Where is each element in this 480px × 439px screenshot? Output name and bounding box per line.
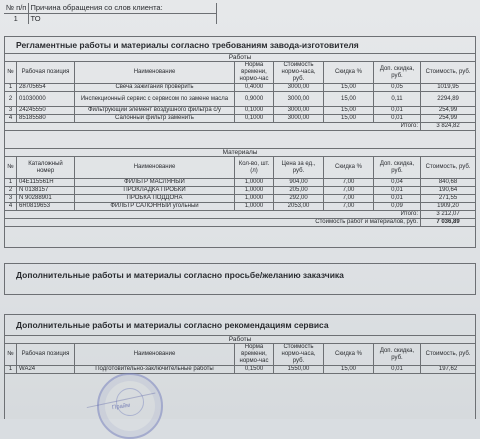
cell: 197,62 bbox=[421, 366, 476, 374]
section1-mat-band: Материалы bbox=[5, 149, 476, 157]
cell: 7,00 bbox=[324, 195, 374, 203]
table-row bbox=[5, 179, 476, 187]
s3-works-header: Стоимость, руб. bbox=[421, 344, 476, 366]
cell: Свеча зажигания проверить bbox=[75, 84, 235, 92]
works-total-label: Итого: bbox=[5, 123, 421, 131]
reason-col-title: Причина обращения со слов клиента: bbox=[28, 3, 216, 14]
works-header: Рабочая позиция bbox=[17, 62, 75, 84]
cell: 1,0000 bbox=[235, 187, 274, 195]
cell: 15,00 bbox=[324, 366, 374, 374]
cell: Фильтрующий элемент воздушного фильтра с/у bbox=[75, 107, 235, 115]
section1-materials-table bbox=[4, 148, 476, 227]
cell: 04E115561H bbox=[17, 179, 75, 187]
reason-row-text: ТО bbox=[28, 14, 216, 25]
cell: 0,1000 bbox=[235, 107, 274, 115]
cell: 4 bbox=[5, 115, 17, 123]
cell: 1 bbox=[5, 84, 17, 92]
mat-total-label: Итого: bbox=[5, 211, 421, 219]
mat-header: Цена за ед., руб. bbox=[274, 157, 324, 179]
cell: 15,00 bbox=[324, 84, 374, 92]
section2-title: Дополнительные работы и материалы согласно просьбе/желанию заказчика bbox=[16, 270, 344, 280]
cell: 840,68 bbox=[421, 179, 476, 187]
works-header: Скидка % bbox=[324, 62, 374, 84]
cell: 2053,00 bbox=[274, 203, 324, 211]
cell: 0,01 bbox=[374, 115, 421, 123]
cell: ПРОКЛАДКА ПРОБКИ bbox=[75, 187, 235, 195]
cell: 3 bbox=[5, 107, 17, 115]
s3-works-header: № bbox=[5, 344, 17, 366]
cell: 1019,95 bbox=[421, 84, 476, 92]
section1-title: Регламентные работы и материалы согласно требованиям завода-изготовителя bbox=[16, 40, 359, 50]
grand-total-label: Стоимость работ и материалов, руб. bbox=[5, 219, 421, 227]
cell: 15,00 bbox=[324, 92, 374, 107]
cell: WA24 bbox=[17, 366, 75, 374]
reason-col-num: № п/п bbox=[6, 3, 27, 12]
mat-header: Наименование bbox=[75, 157, 235, 179]
cell: 190,64 bbox=[421, 187, 476, 195]
section1-works-band: Работы bbox=[5, 54, 476, 62]
cell: Салонный фильтр заменить bbox=[75, 115, 235, 123]
cell: 0,04 bbox=[374, 179, 421, 187]
cell: 1 bbox=[5, 179, 17, 187]
table-row bbox=[5, 187, 476, 195]
cell: Инспекционный сервис с сервисом по замене масла bbox=[75, 92, 235, 107]
stamp-text: Прайм bbox=[111, 402, 131, 412]
cell: 0,01 bbox=[374, 107, 421, 115]
reason-table bbox=[4, 3, 474, 24]
table-row bbox=[5, 203, 476, 211]
cell: 7,00 bbox=[324, 203, 374, 211]
mat-header: Кол-во, шт. (л) bbox=[235, 157, 274, 179]
mat-header: № bbox=[5, 157, 17, 179]
cell: 0,01 bbox=[374, 187, 421, 195]
cell: 0,1500 bbox=[235, 366, 274, 374]
mat-header: Стоимость, руб. bbox=[421, 157, 476, 179]
cell: 254,99 bbox=[421, 115, 476, 123]
s3-works-header: Стоимость нормо-часа, руб. bbox=[274, 344, 324, 366]
cell: 7,00 bbox=[324, 187, 374, 195]
cell: 1,0000 bbox=[235, 179, 274, 187]
cell: 904,00 bbox=[274, 179, 324, 187]
section3-works-table bbox=[4, 335, 476, 374]
cell: 3 bbox=[5, 195, 17, 203]
cell: 3000,00 bbox=[274, 84, 324, 92]
cell: 85185580 bbox=[17, 115, 75, 123]
cell: 0,9000 bbox=[235, 92, 274, 107]
s3-works-header: Доп. скидка, руб. bbox=[374, 344, 421, 366]
cell: 28705654 bbox=[17, 84, 75, 92]
cell: 01030000 bbox=[17, 92, 75, 107]
s3-works-header: Скидка % bbox=[324, 344, 374, 366]
reason-row-num: 1 bbox=[4, 14, 28, 25]
cell: N 90288901 bbox=[17, 195, 75, 203]
cell: ПРОБКА ПОДДОНА bbox=[75, 195, 235, 203]
cell: 1550,00 bbox=[274, 366, 324, 374]
cell: 0,01 bbox=[374, 195, 421, 203]
cell: 4 bbox=[5, 203, 17, 211]
mat-header: Доп. скидка, руб. bbox=[374, 157, 421, 179]
cell: N 0138157 bbox=[17, 187, 75, 195]
s3-works-header: Рабочая позиция bbox=[17, 344, 75, 366]
cell: 1909,20 bbox=[421, 203, 476, 211]
works-header: Стоимость нормо-часа, руб. bbox=[274, 62, 324, 84]
cell: ФИЛЬТР САЛОННЫЙ угольный bbox=[75, 203, 235, 211]
mat-header: Скидка % bbox=[324, 157, 374, 179]
works-header: Доп. скидка, руб. bbox=[374, 62, 421, 84]
cell: 7,00 bbox=[324, 179, 374, 187]
cell: 254,99 bbox=[421, 107, 476, 115]
section1-works-table bbox=[4, 53, 476, 131]
cell: 0,4000 bbox=[235, 84, 274, 92]
cell: 2 bbox=[5, 92, 17, 107]
cell: ФИЛЬТР МАСЛЯНЫЙ bbox=[75, 179, 235, 187]
cell: 0,09 bbox=[374, 203, 421, 211]
works-header: № bbox=[5, 62, 17, 84]
reason-blank-2 bbox=[216, 14, 474, 25]
works-header: Наименование bbox=[75, 62, 235, 84]
cell: 205,00 bbox=[274, 187, 324, 195]
cell: 24245550 bbox=[17, 107, 75, 115]
cell: 15,00 bbox=[324, 115, 374, 123]
cell: 15,00 bbox=[324, 107, 374, 115]
table-row bbox=[5, 84, 476, 92]
table-row bbox=[5, 195, 476, 203]
cell: 0,05 bbox=[374, 84, 421, 92]
section3-works-band: Работы bbox=[5, 336, 476, 344]
cell: Подготовительно-заключительные работы bbox=[75, 366, 235, 374]
cell: 6R0819653 bbox=[17, 203, 75, 211]
cell: 271,55 bbox=[421, 195, 476, 203]
cell: 2294,89 bbox=[421, 92, 476, 107]
works-header: Норма времени, нормо-час bbox=[235, 62, 274, 84]
s3-works-header: Норма времени, нормо-час bbox=[235, 344, 274, 366]
table-row bbox=[5, 366, 476, 374]
section3-title: Дополнительные работы и материалы согласно рекомендациям сервиса bbox=[16, 320, 329, 330]
reason-blank bbox=[216, 3, 474, 14]
cell: 0,11 bbox=[374, 92, 421, 107]
table-row bbox=[5, 115, 476, 123]
cell: 1 bbox=[5, 366, 17, 374]
cell: 0,1000 bbox=[235, 115, 274, 123]
cell: 3000,00 bbox=[274, 107, 324, 115]
table-row bbox=[5, 107, 476, 115]
cell: 3000,00 bbox=[274, 92, 324, 107]
mat-total-value: 3 212,07 bbox=[421, 211, 476, 219]
cell: 1,0000 bbox=[235, 203, 274, 211]
s3-works-header: Наименование bbox=[75, 344, 235, 366]
table-row bbox=[5, 92, 476, 107]
cell: 2 bbox=[5, 187, 17, 195]
cell: 3000,00 bbox=[274, 115, 324, 123]
grand-total-value: 7 036,89 bbox=[421, 219, 476, 227]
cell: 0,01 bbox=[374, 366, 421, 374]
cell: 1,0000 bbox=[235, 195, 274, 203]
mat-header: Каталожный номер bbox=[17, 157, 75, 179]
works-total-value: 3 824,82 bbox=[421, 123, 476, 131]
works-header: Стоимость, руб. bbox=[421, 62, 476, 84]
cell: 292,00 bbox=[274, 195, 324, 203]
